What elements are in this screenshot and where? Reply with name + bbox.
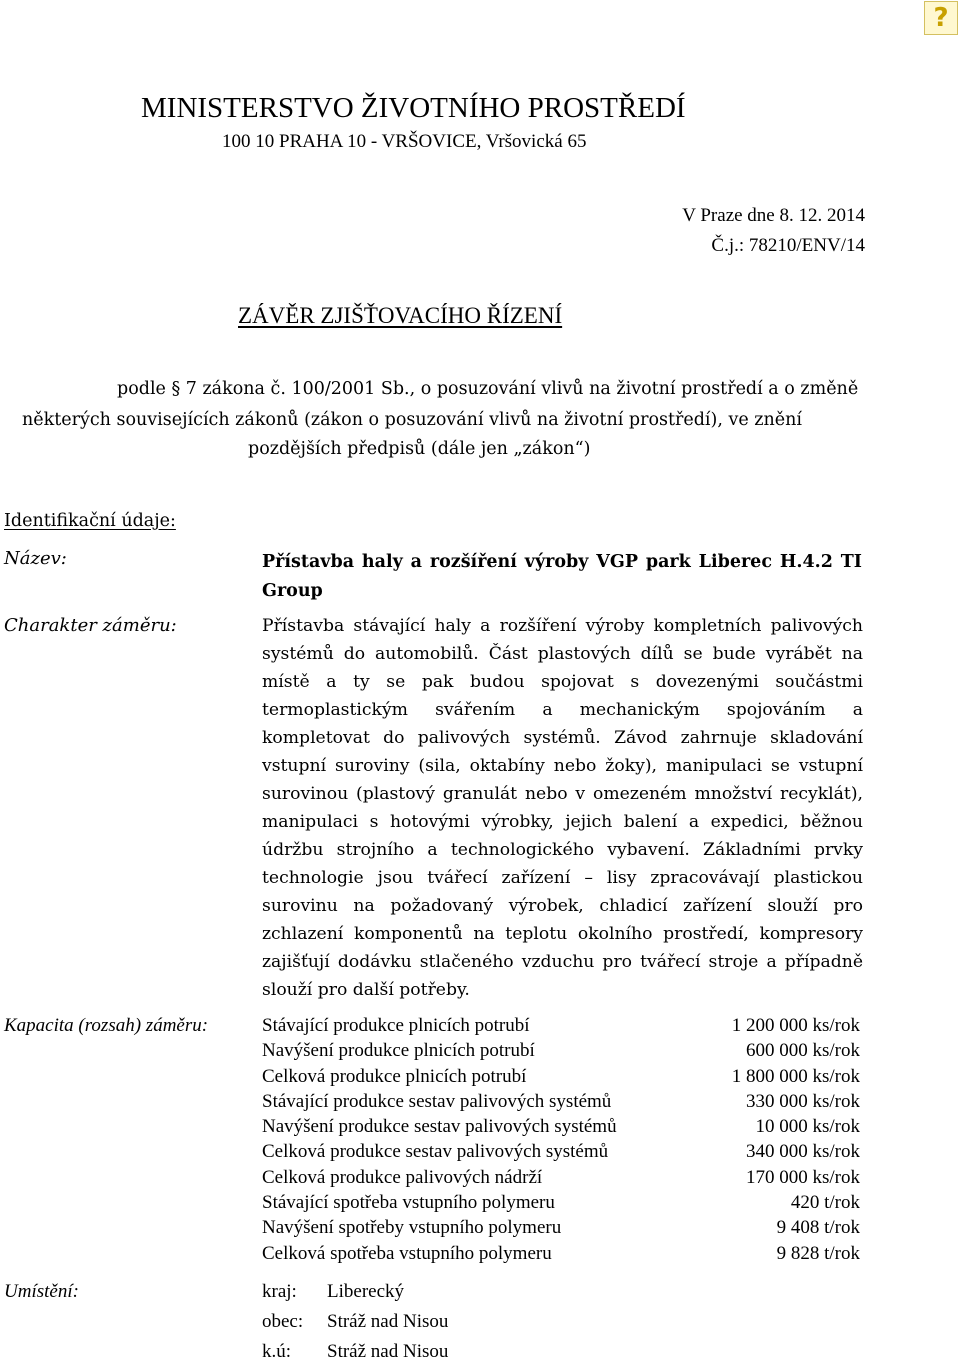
name-label: Název: [4,548,67,569]
capacity-value: 10 000 ks/rok [755,1116,860,1138]
project-character-description: Přístavba stávající haly a rozšíření výroby kompletních palivových systémů do automobilů. Část plastových dílů se bude vyrábět na místě a ty se pak budou spojovat s dovezenými součástmi termoplastickým svářením a mechanickým spojováním a kompletovat do palivových systémů. Závod zahrnuje skladování vstupní suroviny (sila, oktabíny nebo žoky), manipulaci se vstupní surovinou (plastový granulát nebo v omezeném množství recyklát), manipulaci s hotovými výrobky, jejich balení a expedici, běžnou údržbu strojního a technologického vybavení. Základními prvky technologie jsou tvářecí zařízení – lisy zpracovávají plastickou surovinu na požadovaný výrobek, chladicí zařízení slouží pro zchlazení komponentů na teplotu okolního prostředí, kompresory zajišťují dodávku stlačeného vzduchu pro tvářecí stroje a případně slouží pro další potřeby. [262,616,863,1000]
document-title: ZÁVĚR ZJIŠŤOVACÍHO ŘÍZENÍ [238,303,563,328]
location-key: kraj: [262,1281,297,1302]
capacity-value: 1 200 000 ks/rok [731,1015,860,1036]
ministry-name: MINISTERSTVO ŽIVOTNÍHO PROSTŘEDÍ [141,92,686,124]
capacity-row [262,1165,860,1190]
location-row [262,1277,448,1307]
location-row [262,1307,448,1337]
capacity-row [262,1013,860,1038]
capacity-row [262,1190,860,1215]
capacity-row [262,1241,860,1266]
ministry-address: 100 10 PRAHA 10 - VRŠOVICE, Vršovická 65 [222,131,587,152]
capacity-label: Kapacita (rozsah) záměru: [4,1015,209,1036]
capacity-value: 1 800 000 ks/rok [731,1065,860,1087]
location-value: Stráž nad Nisou [327,1311,449,1332]
location-list [262,1277,448,1367]
capacity-row [262,1139,860,1164]
capacity-value: 420 t/rok [790,1192,860,1214]
capacity-row [262,1114,860,1139]
capacity-value: 340 000 ks/rok [746,1141,860,1163]
capacity-row [262,1215,860,1240]
location-value: Liberecký [327,1281,405,1302]
location-key: k.ú: [262,1341,292,1362]
capacity-item: Navýšení produkce plnicích potrubí [262,1040,535,1062]
reference-number: Č.j.: 78210/ENV/14 [711,235,865,256]
document-date: V Praze dne 8. 12. 2014 [682,205,865,226]
project-name: Přístavba haly a rozšíření výroby VGP park Liberec H.4.2 TI Group [262,552,862,601]
capacity-value: 170 000 ks/rok [746,1166,860,1188]
location-value: Stráž nad Nisou [327,1341,449,1362]
capacity-item: Stávající produkce plnicích potrubí [262,1015,530,1036]
question-mark-logo-icon: ? [924,1,958,35]
capacity-item: Navýšení produkce sestav palivových systémů [262,1116,617,1138]
capacity-row [262,1089,860,1114]
capacity-value: 600 000 ks/rok [746,1040,860,1062]
location-key: obec: [262,1311,304,1332]
capacity-item: Celková spotřeba vstupního polymeru [262,1242,552,1264]
project-character-label: Charakter záměru: [4,615,177,636]
capacity-value: 330 000 ks/rok [746,1090,860,1112]
location-label: Umístění: [4,1281,79,1302]
capacity-item: Celková produkce palivových nádrží [262,1166,543,1188]
identification-heading: Identifikační údaje: [4,511,176,531]
law-reference-line-3: pozdějších předpisů (dále jen „zákon“) [248,439,591,459]
law-reference-line-2: některých souvisejících zákonů (zákon o posuzování vlivů na životní prostředí), ve znění [22,410,802,430]
capacity-item: Celková produkce plnicích potrubí [262,1065,527,1087]
capacity-item: Celková produkce sestav palivových systémů [262,1141,609,1163]
capacity-value: 9 828 t/rok [776,1242,860,1264]
capacity-row [262,1038,860,1063]
capacity-row [262,1064,860,1089]
law-reference-line-1: podle § 7 zákona č. 100/2001 Sb., o posuzování vlivů na životní prostředí a o změně [117,379,859,399]
location-row [262,1337,448,1367]
capacity-value: 9 408 t/rok [776,1217,860,1239]
capacity-item: Stávající produkce sestav palivových systémů [262,1090,612,1112]
capacity-item: Stávající spotřeba vstupního polymeru [262,1192,555,1214]
capacity-item: Navýšení spotřeby vstupního polymeru [262,1217,562,1239]
capacity-list [262,1013,860,1266]
